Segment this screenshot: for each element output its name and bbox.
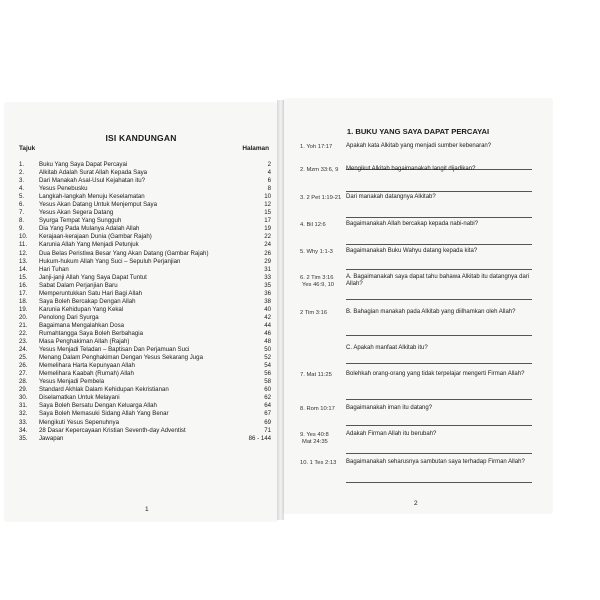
toc-item [19, 258, 271, 266]
toc-item-title: Masa Penghakiman Allah (Rajah) [39, 338, 130, 346]
toc-item-page: 69 [264, 418, 271, 426]
question-reference: 8. Rom 10:17 [300, 406, 335, 412]
toc-item-number: 5. [19, 193, 25, 201]
toc-item-title: 28 Dasar Kepercayaan Kristian Seventh-day Adventist [39, 426, 186, 434]
section-title: 1. BUKU YANG SAYA DAPAT PERCAYAI [346, 127, 490, 136]
toc-item-page: 24 [264, 241, 271, 249]
toc-item-number: 13. [19, 257, 28, 265]
toc-item-number: 28. [19, 378, 28, 386]
toc-item [19, 177, 271, 185]
toc-item-page: 86 - 144 [248, 434, 271, 442]
toc-item-title: Memelihara Kaabah (Rumah) Allah [39, 370, 134, 378]
toc-item-title: Rumahtangga Saya Boleh Berbahagia [39, 329, 144, 337]
toc-item-page: 56 [264, 370, 271, 378]
toc-item-page: 4 [267, 169, 271, 177]
toc-item-page: 64 [264, 402, 271, 410]
toc-item-number: 15. [19, 273, 28, 281]
toc-title: ISI KANDUNGAN [105, 133, 177, 143]
page-number-right: 2 [414, 500, 418, 507]
toc-item [19, 378, 271, 386]
toc-item-number: 21. [19, 321, 28, 329]
toc-item-page: 44 [264, 321, 271, 329]
answer-line[interactable] [346, 399, 532, 400]
toc-column-topic: Tajuk [19, 145, 36, 152]
toc-item-title: Diselamatkan Untuk Melayani [39, 394, 120, 402]
left-page [5, 103, 277, 521]
book-gutter [277, 100, 284, 520]
toc-item-title: Memelihara Harta Kepunyaan Allah [39, 362, 135, 370]
question-reference: 10. 1 Tes 2:13 [300, 460, 337, 466]
toc-item-title: Karunia Allah Yang Menjadi Petunjuk [39, 241, 139, 249]
toc-item-page: 29 [264, 257, 271, 265]
toc-item-number: 19. [19, 305, 28, 313]
toc-item-number: 32. [19, 410, 28, 418]
toc-item-title: Yesus Menjadi Teladan – Baptisan Dan Perjamuan Suci [39, 346, 190, 354]
toc-item-number: 18. [19, 297, 28, 305]
toc-item [19, 314, 271, 322]
toc-item-number: 30. [19, 394, 28, 402]
toc-item-page: 50 [264, 346, 271, 354]
toc-item [19, 201, 271, 209]
toc-item [19, 346, 271, 354]
toc-item-page: 36 [264, 289, 271, 297]
question-reference: 2. Mzm 33:6, 9 [300, 167, 339, 173]
toc-item [19, 185, 271, 193]
toc-item-page: 31 [264, 265, 271, 273]
toc-item [19, 322, 271, 330]
toc-item-title: Saya Boleh Memasuki Sidang Allah Yang Benar [39, 410, 169, 418]
toc-item-page: 33 [264, 273, 271, 281]
toc-item-page: 71 [264, 426, 271, 434]
toc-item [19, 435, 271, 443]
toc-item-page: 38 [264, 297, 271, 305]
question-reference: 2 Tim 3:16 [300, 310, 328, 316]
toc-item-number: 27. [19, 370, 28, 378]
toc-item-number: 20. [19, 313, 28, 321]
toc-item-number: 1. [19, 161, 25, 168]
toc-item [19, 225, 271, 233]
question-text: Bolehkah orang-orang yang tidak terpelajar mengerti Firman Allah? [346, 371, 525, 377]
toc-item-title: Saya Boleh Bersatu Dengan Keluarga Allah [39, 402, 157, 410]
toc-item [19, 250, 271, 258]
toc-item-number: 11. [19, 241, 28, 249]
toc-item [19, 370, 271, 378]
toc-item [19, 394, 271, 402]
toc-item-page: 48 [264, 338, 271, 346]
toc-item [19, 354, 271, 362]
question-reference-secondary: Mat 24:35 [302, 439, 328, 445]
toc-item-page: 2 [267, 161, 271, 168]
question-text: Bagaimanakah Buku Wahyu datang kepada kita? [346, 248, 478, 254]
toc-item-page: 35 [264, 281, 271, 289]
question-text: Adakah Firman Allah itu berubah? [346, 431, 437, 437]
toc-item [19, 362, 271, 370]
toc-column-page: Halaman [242, 145, 269, 152]
toc-item [19, 330, 271, 338]
toc-item-number: 9. [19, 225, 25, 233]
toc-item-title: Sabat Dalam Perjanjian Baru [39, 281, 118, 289]
question-reference: 7. Mat 11:25 [300, 372, 332, 378]
toc-item-page: 46 [264, 329, 271, 337]
toc-item [19, 169, 271, 177]
toc-item-title: Alkitab Adalah Surat Allah Kepada Saya [39, 169, 148, 177]
page-number-left: 1 [145, 506, 149, 513]
question-reference: 3. 2 Pet 1:19-21 [300, 195, 342, 201]
toc-item-title: Saya Boleh Bercakap Dengan Allah [39, 297, 136, 305]
question-reference: 5. Why 1:1-3 [300, 249, 333, 255]
question-reference: 1. Yoh 17:17 [300, 144, 333, 150]
toc-item [19, 410, 271, 418]
toc-item [19, 419, 271, 427]
toc-item-title: Memperuntukkan Satu Hari Bagi Allah [39, 289, 142, 297]
toc-item-title: Karunia Kehidupan Yang Kekal [39, 305, 124, 313]
toc-item [19, 193, 271, 201]
toc-item [19, 290, 271, 298]
toc-item-page: 6 [267, 177, 271, 185]
toc-item-title: Dua Belas Peristiwa Besar Yang Akan Datang (Gambar Rajah) [39, 249, 209, 257]
question-reference-secondary: Yes 46:9, 10 [302, 282, 335, 288]
toc-item-title: Penolong Dari Syurga [39, 313, 99, 321]
toc-item-title: Kerajaan-kerajaan Dunia (Gambar Rajah) [39, 233, 152, 241]
toc-list [19, 161, 271, 443]
toc-item-number: 3. [19, 177, 25, 185]
toc-item-title: Hari Tuhan [39, 265, 69, 273]
toc-item-page: 62 [264, 394, 271, 402]
question-text: B. Bahagian manakah pada Alkitab yang diilhamkan oleh Allah? [346, 309, 516, 315]
question-text: Dari manakah datangnya Alkitab? [346, 194, 436, 200]
question-text: Apakah kata Alkitab yang menjadi sumber kebenaran? [346, 143, 492, 149]
question-text: Bagaimanakah Allah bercakap kepada nabi-nabi? [346, 221, 479, 227]
toc-item-title: Yesus Akan Datang Untuk Menjemput Saya [39, 201, 157, 209]
toc-item [19, 402, 271, 410]
toc-item-number: 7. [19, 209, 25, 217]
toc-item-number: 10. [19, 233, 28, 241]
toc-item-title: Dari Manakah Asal-Usul Kejahatan itu? [39, 177, 146, 185]
toc-item-page: 8 [267, 185, 271, 193]
toc-item-title: Hukum-hukum Allah Yang Suci – Sepuluh Perjanjian [39, 257, 181, 265]
question-reference: 6. 2 Tim 3:16 [300, 275, 334, 281]
question-text: Bagaimanakah seharusnya sambutan saya terhadap Firman Allah? [346, 459, 525, 465]
right-page [284, 99, 552, 513]
answer-line[interactable] [346, 482, 532, 483]
toc-item-page: 52 [264, 354, 271, 362]
answer-line[interactable] [346, 244, 532, 245]
question-text: Mengikut Alkitab bagaimanakah langit dijadikan? [346, 166, 476, 172]
toc-item-title: Syurga Tempat Yang Sungguh [39, 217, 122, 225]
toc-item-page: 60 [264, 386, 271, 394]
question-text: A. Bagaimanakah saya dapat tahu bahawa Alkitab itu datangnya dari Allah? [346, 274, 530, 288]
toc-item-page: 22 [264, 233, 271, 241]
question-reference: 4. Bil 12:6 [300, 222, 326, 228]
toc-item-page: 67 [264, 410, 271, 418]
answer-line[interactable] [346, 335, 532, 336]
toc-item [19, 338, 271, 346]
toc-item [19, 266, 271, 274]
toc-item-number: 12. [19, 249, 28, 257]
toc-item [19, 241, 271, 249]
answer-line[interactable] [346, 299, 532, 300]
question-reference: 9. Yes 40:8 [300, 432, 329, 438]
toc-item [19, 161, 271, 169]
toc-item-title: Yesus Akan Segera Datang [39, 209, 114, 217]
toc-item-number: 31. [19, 402, 28, 410]
toc-item-title: Menang Dalam Penghakiman Dengan Yesus Sekarang Juga [39, 354, 203, 362]
toc-item [19, 274, 271, 282]
toc-item-page: 58 [264, 378, 271, 386]
toc-item-number: 16. [19, 281, 28, 289]
toc-item [19, 217, 271, 225]
toc-item-title: Yesus Menjadi Pembela [39, 378, 105, 386]
toc-item [19, 209, 271, 217]
toc-item-title: Mengikuti Yesus Sepenuhnya [39, 418, 119, 426]
toc-item [19, 298, 271, 306]
toc-item-number: 4. [19, 185, 25, 193]
answer-line[interactable] [346, 363, 532, 364]
toc-item-title: Dia Yang Pada Mulanya Adalah Allah [39, 225, 140, 233]
toc-item-number: 29. [19, 386, 28, 394]
toc-item-page: 26 [264, 249, 271, 257]
toc-item-title: Yesus Penebusku [39, 185, 88, 193]
answer-line[interactable] [346, 425, 532, 426]
toc-item-number: 26. [19, 362, 28, 370]
toc-item-number: 25. [19, 354, 28, 362]
toc-item [19, 386, 271, 394]
toc-item-page: 54 [264, 362, 271, 370]
question-text: C. Apakah manfaat Alkitab itu? [346, 345, 428, 351]
toc-item-page: 10 [264, 193, 271, 201]
toc-item-title: Jawapan [39, 434, 64, 442]
toc-item-number: 23. [19, 338, 28, 346]
toc-item-page: 12 [264, 201, 271, 209]
toc-item-number: 33. [19, 418, 28, 426]
toc-item-number: 24. [19, 346, 28, 354]
toc-item-number: 35. [19, 434, 28, 442]
toc-item-number: 8. [19, 217, 25, 225]
answer-line[interactable] [346, 191, 532, 192]
toc-item-title: Buku Yang Saya Dapat Percayai [39, 161, 128, 168]
toc-item-number: 34. [19, 426, 28, 434]
question-text: Bagaimanakah iman itu datang? [346, 405, 433, 411]
toc-item [19, 233, 271, 241]
toc-item-title: Bagaimana Mengalahkan Dosa [39, 321, 125, 329]
toc-item-title: Janji-janji Allah Yang Saya Dapat Tuntut [39, 273, 147, 281]
answer-line[interactable] [346, 217, 532, 218]
toc-item [19, 427, 271, 435]
toc-item-title: Langkah-langkah Menuju Keselamatan [39, 193, 145, 201]
toc-item-number: 22. [19, 329, 28, 337]
toc-item-number: 14. [19, 265, 28, 273]
toc-item-page: 42 [264, 313, 271, 321]
toc-item-page: 15 [264, 209, 271, 217]
toc-item [19, 306, 271, 314]
toc-item-number: 2. [19, 169, 25, 177]
toc-item-page: 19 [264, 225, 271, 233]
toc-item [19, 282, 271, 290]
toc-item-page: 17 [264, 217, 271, 225]
toc-item-number: 6. [19, 201, 25, 209]
answer-line[interactable] [346, 269, 532, 270]
toc-item-page: 40 [264, 305, 271, 313]
toc-item-title: Standard Akhlak Dalam Kehidupan Kekristianan [39, 386, 169, 394]
answer-line[interactable] [346, 453, 532, 454]
toc-item-number: 17. [19, 289, 28, 297]
